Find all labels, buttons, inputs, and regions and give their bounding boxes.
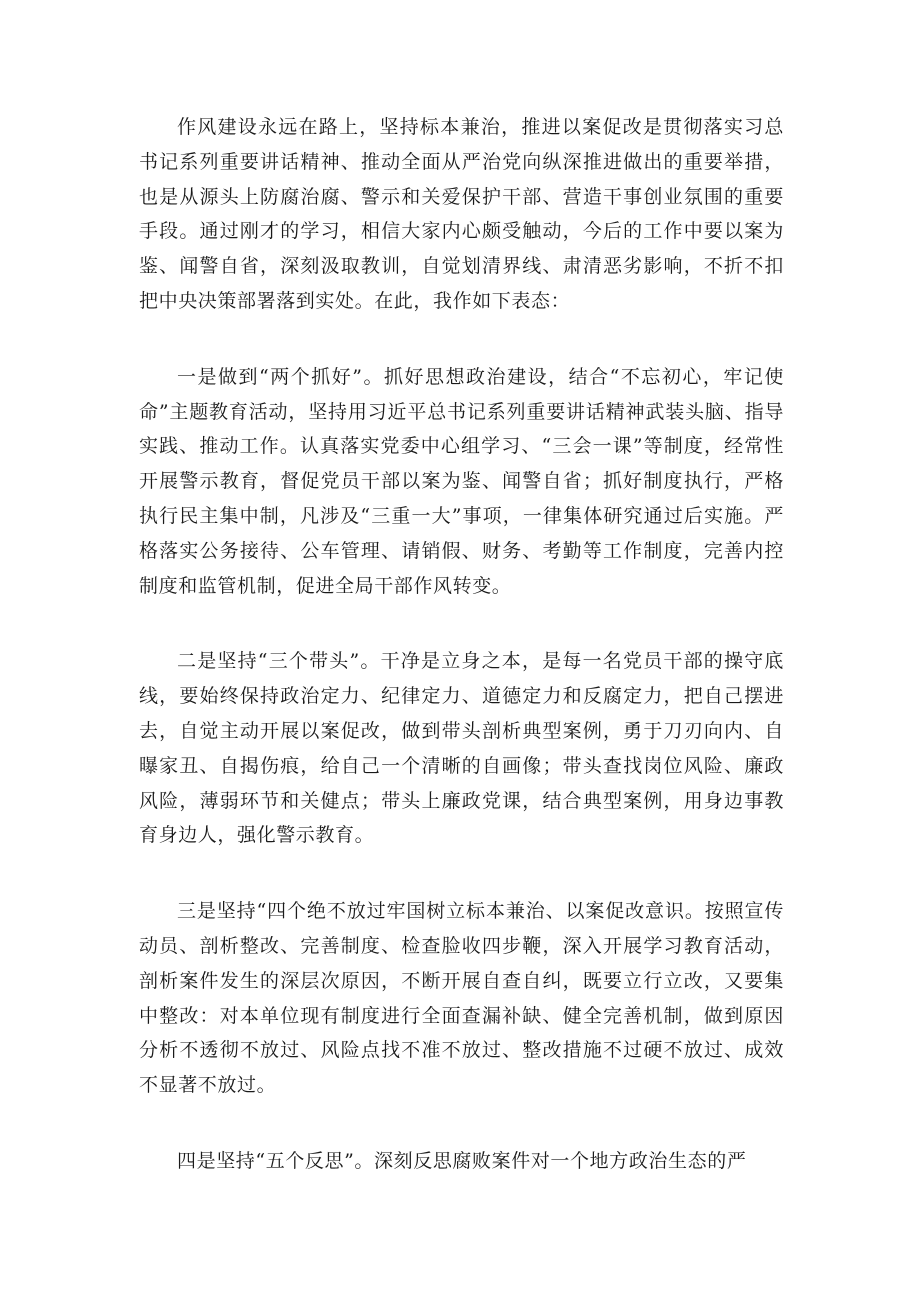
paragraph-point-two: 二是坚持“三个带头”。干净是立身之本，是每一名党员干部的操守底线，要始终保持政治定力、纪律定力、道德定力和反腐定力，把自己摆进去，自觉主动开展以案促改，做到带头剖析典型案例，勇于刀刃向内、自曝家丑、自揭伤痕，给自己一个清晰的自画像；带头查找岗位风险、廉政风险，薄弱环节和关健点；带头上廉政党课，结合典型案例，用身边事教育身边人，强化警示教育。 — [139, 650, 784, 847]
paragraph-point-three: 三是坚持“四个绝不放过牢国树立标本兼治、以案促改意识。按照宣传动员、剖析整改、完善制度、检查脸收四步鞭，深入开展学习教育活动，剖析案件发生的深层次原因，不断开展自查自纠，既要立行立改，又要集中整改：对本单位现有制度进行全面查漏补缺、健全完善机制，做到原因分析不透彻不放过、风险点找不准不放过、整改措施不过硬不放过、成效不显著不放过。 — [139, 900, 784, 1097]
paragraph-intro: 作风建设永远在路上，坚持标本兼治，推进以案促改是贯彻落实习总书记系列重要讲话精神、推动全面从严治党向纵深推进做出的重要举措，也是从源头上防腐治腐、警示和关爱保护干部、营造干事创业氛围的重要手段。通过刚才的学习，相信大家内心颇受触动，今后的工作中要以案为鉴、闻警自省，深刻汲取教训，自觉划清界线、肃清恶劣影响，不折不扣把中央决策部署落到实处。在此，我作如下表态： — [139, 116, 784, 312]
paragraph-point-four: 四是坚持“五个反思”。深刻反思腐败案件对一个地方政治生态的严 — [177, 1149, 747, 1172]
paragraph-point-one: 一是做到“两个抓好”。抓好思想政治建设，结合“不忘初心，牢记使命”主题教育活动，坚持用习近平总书记系列重要讲话精神武装头脑、指导实践、推动工作。认真落实党委中心组学习、“三会一课”等制度，经常性开展警示教育，督促党员干部以案为鉴、闻警自省；抓好制度执行，严格执行民主集中制，凡涉及“三重一大”事项，一律集体研究通过后实施。严格落实公务接待、公车管理、请销假、财务、考勤等工作制度，完善内控制度和监管机制，促进全局干部作风转变。 — [139, 365, 784, 597]
document-body — [139, 110, 784, 1220]
